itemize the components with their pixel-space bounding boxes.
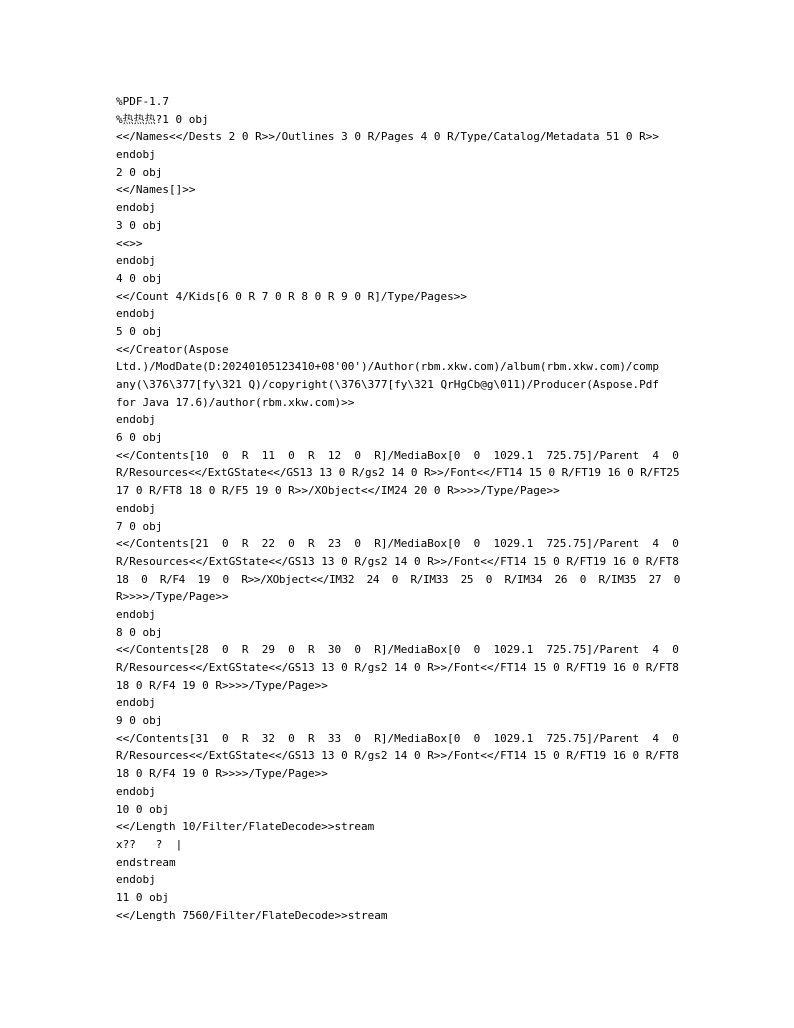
pdf-source-text	[116, 93, 680, 924]
text-line: 18 0 R/F4 19 0 R>>>>/Type/Page>>	[116, 767, 328, 781]
text-line: <</Creator(Aspose	[116, 342, 229, 356]
text-line: 10 0 obj	[116, 802, 169, 816]
text-line: 5 0 obj	[116, 324, 163, 338]
text-line: 7 0 obj	[116, 519, 163, 533]
text-line: endobj	[116, 607, 156, 621]
text-line: endobj	[116, 307, 156, 321]
text-line: endobj	[116, 784, 156, 798]
text-line: endstream	[116, 855, 176, 869]
text-line: <</Names<</Dests 2 0 R>>/Outlines 3 0 R/Pages 4 0 R/Type/Catalog/Metadata 51 0 R>>	[116, 130, 660, 144]
text-line: 18 0 R/F4 19 0 R>>/XObject<</IM32 24 0 R/IM33 25 0 R/IM34 26 0 R/IM35 27 0	[116, 572, 680, 586]
text-line: %热热热?1 0 obj	[116, 112, 209, 126]
text-line: R/Resources<</ExtGState<</GS13 13 0 R/gs2 14 0 R>>/Font<</FT14 15 0 R/FT19 16 0 R/FT8	[116, 749, 679, 763]
text-line: <</Contents[21 0 R 22 0 R 23 0 R]/MediaBox[0 0 1029.1 725.75]/Parent 4 0	[116, 537, 679, 551]
text-line: x?? ? |	[116, 837, 183, 851]
text-line: <</Contents[10 0 R 11 0 R 12 0 R]/MediaBox[0 0 1029.1 725.75]/Parent 4 0	[116, 448, 679, 462]
text-line: 2 0 obj	[116, 165, 163, 179]
text-line: <<>>	[116, 236, 143, 250]
text-line: %PDF-1.7	[116, 95, 169, 108]
text-line: endobj	[116, 148, 156, 162]
text-line: R/Resources<</ExtGState<</GS13 13 0 R/gs2 14 0 R>>/Font<</FT14 15 0 R/FT19 16 0 R/FT25	[116, 466, 680, 480]
text-line: Ltd.)/ModDate(D:20240105123410+08'00')/Author(rbm.xkw.com)/album(rbm.xkw.com)/comp	[116, 360, 660, 374]
text-line: 6 0 obj	[116, 431, 163, 445]
text-line: 17 0 R/FT8 18 0 R/F5 19 0 R>>/XObject<</IM24 20 0 R>>>>/Type/Page>>	[116, 484, 560, 498]
text-line: 9 0 obj	[116, 714, 163, 728]
text-line: 3 0 obj	[116, 218, 163, 232]
text-line: 4 0 obj	[116, 271, 163, 285]
text-line: endobj	[116, 201, 156, 215]
text-line: <</Names[]>>	[116, 183, 196, 197]
text-line: R/Resources<</ExtGState<</GS13 13 0 R/gs2 14 0 R>>/Font<</FT14 15 0 R/FT19 16 0 R/FT8	[116, 554, 679, 568]
text-line: <</Length 10/Filter/FlateDecode>>stream	[116, 820, 375, 834]
text-line: <</Contents[31 0 R 32 0 R 33 0 R]/MediaBox[0 0 1029.1 725.75]/Parent 4 0	[116, 731, 679, 745]
text-line: endobj	[116, 413, 156, 427]
text-line: endobj	[116, 254, 156, 268]
text-line: 8 0 obj	[116, 625, 163, 639]
text-line: R>>>>/Type/Page>>	[116, 590, 229, 604]
text-line: for Java 17.6)/author(rbm.xkw.com)>>	[116, 395, 355, 409]
text-line: endobj	[116, 696, 156, 710]
text-line: any(\376\377[fy\321 Q)/copyright(\376\377[fy\321 QrHgCb@g\011)/Producer(Aspose.Pdf	[116, 378, 660, 391]
text-line: 18 0 R/F4 19 0 R>>>>/Type/Page>>	[116, 678, 328, 692]
text-line: 11 0 obj	[116, 890, 169, 904]
text-line: R/Resources<</ExtGState<</GS13 13 0 R/gs2 14 0 R>>/Font<</FT14 15 0 R/FT19 16 0 R/FT8	[116, 661, 679, 674]
text-line: <</Contents[28 0 R 29 0 R 30 0 R]/MediaBox[0 0 1029.1 725.75]/Parent 4 0	[116, 643, 679, 657]
text-line: <</Count 4/Kids[6 0 R 7 0 R 8 0 R 9 0 R]/Type/Pages>>	[116, 289, 467, 303]
text-line: endobj	[116, 873, 156, 887]
text-line: endobj	[116, 501, 156, 515]
text-line: <</Length 7560/Filter/FlateDecode>>stream	[116, 908, 388, 922]
